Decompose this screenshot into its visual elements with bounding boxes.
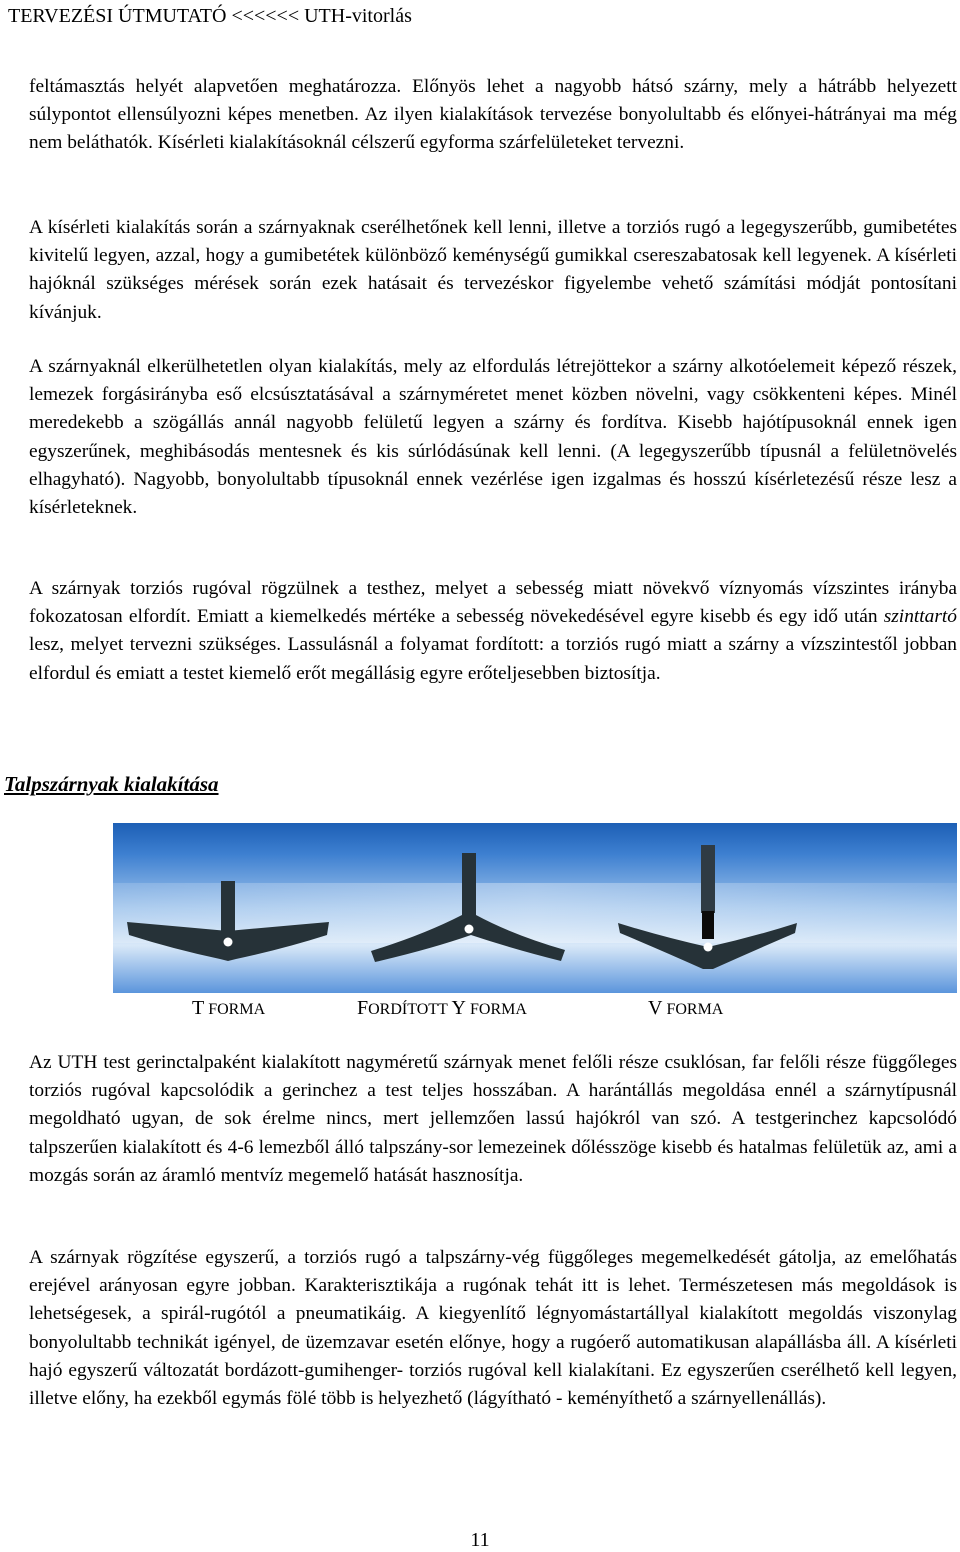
label-t-initial: T <box>192 997 205 1019</box>
paragraph-4-text <box>29 575 957 688</box>
paragraph-3-text: A szárnyaknál elkerülhetetlen olyan kialakítás, mely az elfordulás létrejöttekor a szárny alkotóelemeit képező részek, lemezek forgásirányba eső elcsúsztatásával a szárnyméretet menet közben növelni, vagy csökkenteni képes. Minél meredekebb a szögállás annál nagyobb felületű legyen a szárny és fordítva. Kisebb hajótípusoknál ennek igen egyszerűnek, meghibásodás mentesnek és kis súrlódásúnak kell lenni. (A legegyszerűbb típusnál a felületnövelés elhagyható). Nagyobb, bonyolultabb típusoknál ennek vezérlése igen izgalmas és hosszú kísérletezésű része lesz a kísérleteknek. <box>29 356 957 519</box>
label-v-initial: V <box>648 997 663 1019</box>
label-v-forma <box>648 994 723 1024</box>
page-number: 11 <box>470 1529 490 1551</box>
label-forditott-y-forma <box>357 994 527 1024</box>
paragraph-3 <box>29 353 957 522</box>
paragraph-4-italic-term: szinttartó <box>883 606 957 628</box>
label-y-letter: Y <box>451 997 466 1019</box>
paragraph-6-text: A szárnyak rögzítése egyszerű, a torziós rugó a talpszárny-vég függőleges megemelkedését gátolja, az emelőhatás erejével arányosan egyre jobban. Karakterisztikája a rugónak tehát itt is lehet. Természetesen más megoldások is lehetségesek, a spirál-rugótól a pneumatikáig. A kiegyenlítő légnyomástartállyal kialakított megoldás viszonylag bonyolultabb technikát igényel, de üzemzavar esetén előnye, hogy a rugóerő automatikusan alapállásba áll. A kísérleti hajó egyszerű változatát bordázott-gumihenger- torziós rugóval kell kialakítani. Ez egyszerűen cserélhető kell legyen, illetve előny, ha ezekből egymás fölé több is helyezhető (lágyítható - keményíthető a szárnyellenállás). <box>29 1247 957 1410</box>
paragraph-4 <box>29 575 957 688</box>
label-t-rest: FORMA <box>204 1001 266 1018</box>
paragraph-6 <box>29 1244 957 1413</box>
paragraph-1 <box>29 73 957 158</box>
label-y-rest: FORMA <box>465 1001 527 1018</box>
paragraph-4-part-2: lesz, melyet tervezni szükséges. Lassulásnál a folyamat fordított: a torziós rugó miatt a szárny a vízszintestől jobban elfordul és emiatt a testet kiemelő erőt megállásig egyre erőteljesebben biztosítja. <box>29 634 957 684</box>
paragraph-4-part-1: A szárnyak torziós rugóval rögzülnek a testhez, melyet a sebesség miatt növekvő víznyomás vízszintes irányba fokozatosan elfordít. Emiatt a kiemelkedés mértéke a sebesség növekedésével egyre kisebb és egy idő után <box>29 578 957 628</box>
foil-shapes-illustration <box>113 823 957 993</box>
paragraph-5-text: Az UTH test gerinctalpaként kialakított nagyméretű szárnyak menet felőli része csuklósan, far felőli része függőleges torziós rugóval kapcsolódik a gerinchez a test teljes hosszában. A harántállás megoldása ennél a szárnytípusnál megoldható ugyan, de sok érelme nincs, mert jellemzően lassú hajókról van szó. A testgerinchez kapcsolódó talpszerűen kialakított és 4-6 lemezből álló talpszány-sor lemezeinek dőlésszöge kisebb és hatalmas felületük az, ami a mozgás során az áramló mentvíz megemelő hatását hasznosítja. <box>29 1052 957 1186</box>
paragraph-5 <box>29 1049 957 1190</box>
paragraph-2-text: A kísérleti kialakítás során a szárnyaknak cserélhetőnek kell lenni, illetve a torziós rugó a legegyszerűbb, gumibetétes kivitelű legyen, azzal, hogy a gumibetétek különböző keménységű gumikkal csereszabatosak kell legyenek. A kísérleti hajóknál szükséges mérések során ezek hatásait és tervezéskor figyelembe vehető számítási módját pontosítani kívánjuk. <box>29 217 957 323</box>
label-y-mid: ORDÍTOTT <box>368 1001 452 1018</box>
paragraph-1-text: feltámasztás helyét alapvetően meghatározza. Előnyös lehet a nagyobb hátsó szárny, mely a hátrább helyezett súlypontot ellensúlyozni képes menetben. Az ilyen kialakítások tervezése bonyolultabb és előnyei-hátrányai ma még nem beláthatók. Kísérleti kialakításoknál célszerű egyforma szárfelületeket tervezni. <box>29 76 957 154</box>
foil-shapes-figure <box>113 823 957 993</box>
paragraph-2 <box>29 214 957 327</box>
section-title: Talpszárnyak kialakítása <box>4 772 219 796</box>
page-header: TERVEZÉSI ÚTMUTATÓ <<<<<< UTH-vitorlás <box>8 5 412 27</box>
label-t-forma <box>192 994 265 1024</box>
label-y-initial: F <box>357 997 369 1019</box>
label-v-rest: FORMA <box>662 1001 724 1018</box>
